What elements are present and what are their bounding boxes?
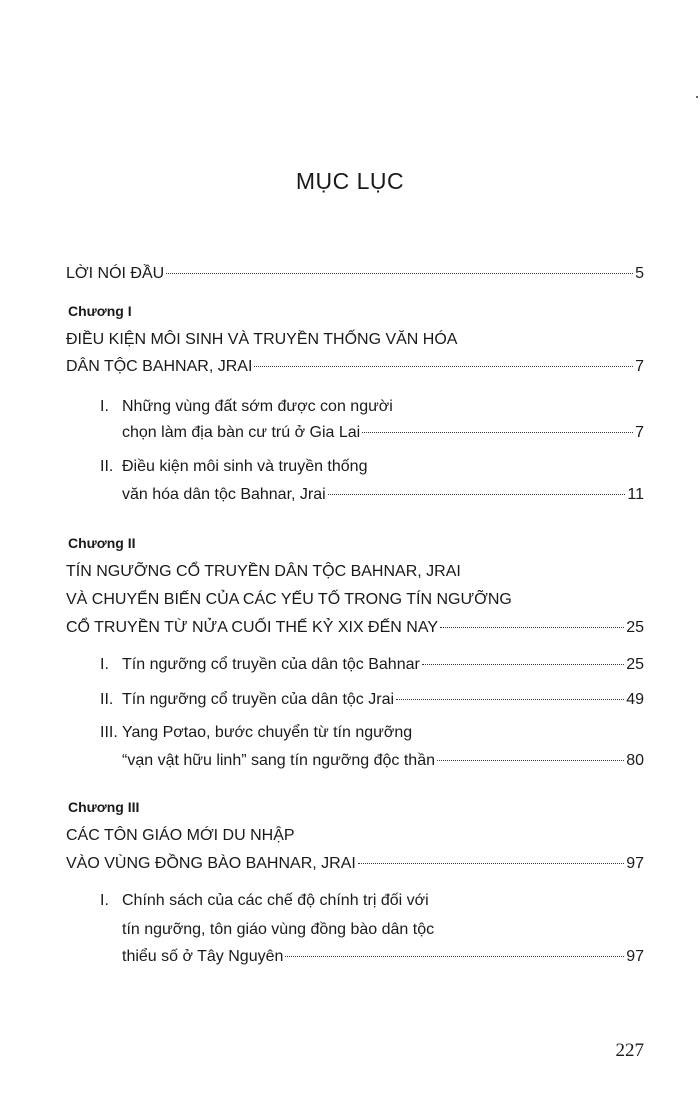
entry-label: CỔ TRUYỀN TỪ NỬA CUỐI THẾ KỶ XIX ĐẾN NAY — [66, 619, 438, 636]
chapter-title-line: TÍN NGƯỠNG CỔ TRUYỀN DÂN TỘC BAHNAR, JRAI — [66, 563, 461, 580]
entry-page: 80 — [626, 752, 644, 769]
dot-leader — [396, 699, 624, 700]
entry-page: 7 — [635, 358, 644, 375]
toc-entry-section[interactable]: I. Tín ngưỡng cổ truyền của dân tộc Bahnar 25 — [100, 654, 644, 676]
toc-entry-chapter-1[interactable] — [66, 356, 644, 378]
section-text: Chính sách của các chế độ chính trị đối với — [122, 892, 429, 909]
section-line: tín ngưỡng, tôn giáo vùng đồng bào dân tộc — [122, 921, 435, 938]
entry-label: thiểu số ở Tây Nguyên — [122, 948, 284, 965]
entry-label: LỜI NÓI ĐẦU — [66, 265, 165, 282]
entry-label: chọn làm địa bàn cư trú ở Gia Lai — [122, 424, 361, 441]
toc-entry-section[interactable] — [122, 750, 644, 772]
entry-label: DÂN TỘC BAHNAR, JRAI — [66, 358, 253, 375]
dot-leader — [358, 863, 624, 864]
entry-page: 25 — [626, 656, 644, 673]
scan-mark — [696, 96, 698, 98]
dot-leader — [437, 760, 624, 761]
entry-label: VÀO VÙNG ĐỒNG BÀO BAHNAR, JRAI — [66, 855, 356, 872]
section-line: I. Những vùng đất sớm được con người — [100, 398, 393, 415]
dot-leader — [362, 432, 633, 433]
toc-entry-preface[interactable] — [66, 263, 644, 285]
entry-page: 5 — [635, 265, 644, 282]
toc-entry-section[interactable] — [122, 484, 644, 506]
section-text: Điều kiện môi sinh và truyền thống — [122, 458, 368, 475]
entry-label: “vạn vật hữu linh” sang tín ngưỡng độc thần — [122, 752, 435, 769]
section-line: II. Điều kiện môi sinh và truyền thống — [100, 458, 368, 475]
entry-page: 11 — [627, 486, 644, 503]
page-number: 227 — [615, 1040, 644, 1061]
toc-entry-section[interactable]: II. Tín ngưỡng cổ truyền của dân tộc Jrai 49 — [100, 689, 644, 711]
toc-entry-section[interactable] — [122, 422, 644, 444]
entry-label: văn hóa dân tộc Bahnar, Jrai — [122, 486, 326, 503]
entry-label: Tín ngưỡng cổ truyền của dân tộc Bahnar — [122, 656, 420, 673]
entry-page: 97 — [626, 855, 644, 872]
dot-leader — [440, 627, 624, 628]
entry-label: Tín ngưỡng cổ truyền của dân tộc Jrai — [122, 691, 395, 708]
entry-page: 97 — [626, 948, 644, 965]
entry-page: 25 — [626, 619, 644, 636]
chapter-title-line: CÁC TÔN GIÁO MỚI DU NHẬP — [66, 827, 295, 844]
section-line: I. Chính sách của các chế độ chính trị đối với — [100, 892, 429, 909]
chapter-heading: Chương II — [68, 535, 136, 551]
dot-leader — [422, 664, 624, 665]
dot-leader — [254, 366, 633, 367]
chapter-heading: Chương III — [68, 799, 140, 815]
section-line: III. Yang Pơtao, bước chuyển từ tín ngưỡng — [100, 724, 413, 741]
dot-leader — [328, 494, 626, 495]
entry-page: 7 — [635, 424, 644, 441]
section-text: Những vùng đất sớm được con người — [122, 398, 393, 415]
chapter-heading: Chương I — [68, 303, 132, 319]
toc-entry-section[interactable] — [122, 946, 644, 968]
section-text: Yang Pơtao, bước chuyển từ tín ngưỡng — [122, 724, 413, 741]
entry-page: 49 — [626, 691, 644, 708]
dot-leader — [166, 273, 633, 274]
page-title: MỤC LỤC — [295, 168, 405, 194]
toc-entry-chapter-2[interactable] — [66, 617, 644, 639]
dot-leader — [285, 956, 624, 957]
toc-entry-chapter-3[interactable] — [66, 853, 644, 875]
chapter-title-line: ĐIỀU KIỆN MÔI SINH VÀ TRUYỀN THỐNG VĂN HÓA — [66, 331, 458, 348]
chapter-title-line: VÀ CHUYỂN BIẾN CỦA CÁC YẾU TỐ TRONG TÍN NGƯỠNG — [66, 591, 512, 608]
